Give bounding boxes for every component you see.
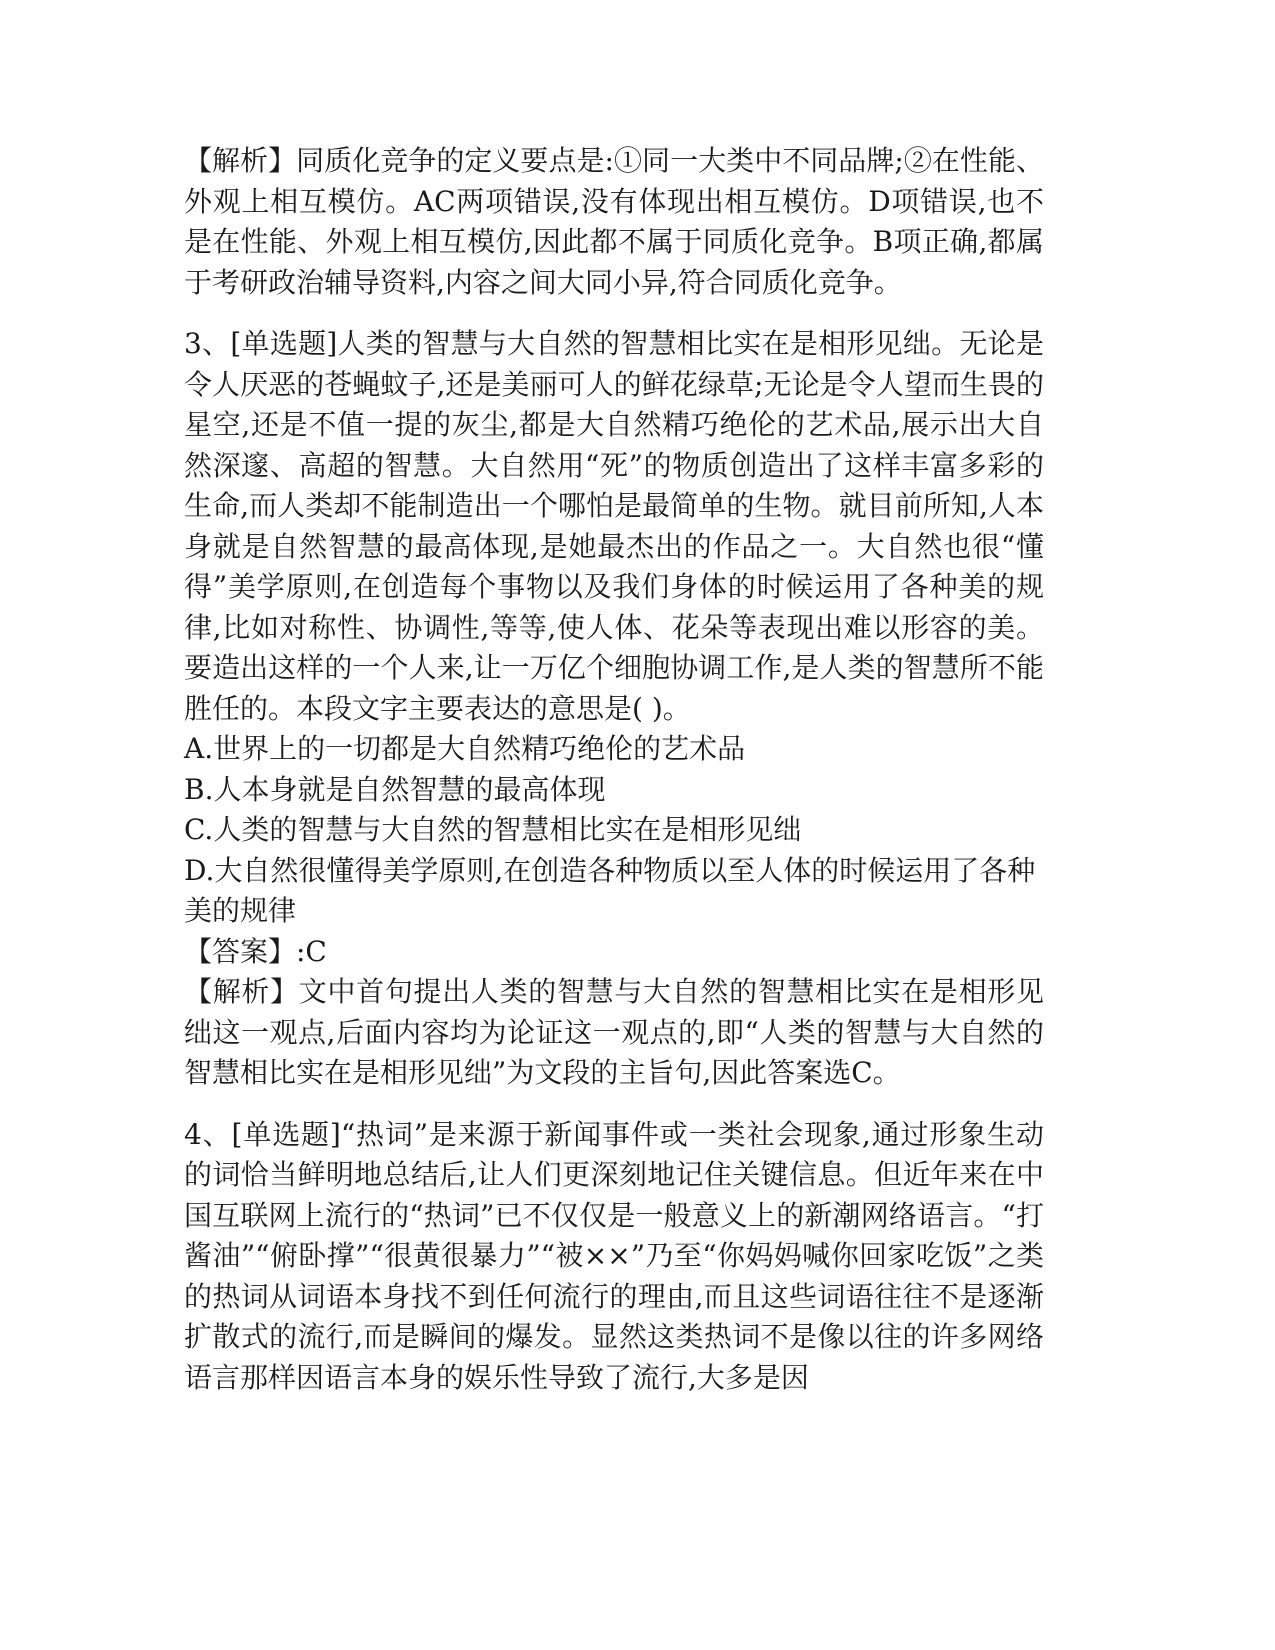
paragraph-gap: [184, 303, 1044, 324]
q3-option-b: B.人本身就是自然智慧的最高体现: [184, 772, 606, 806]
document-content: [184, 141, 1044, 1398]
q3-stem: 3、[单选题]人类的智慧与大自然的智慧相比实在是相形见绌。无论是令人厌恶的苍蝇蚊子,还是美丽可人的鲜花绿草;无论是令人望而生畏的星空,还是不值一提的灰尘,都是大自然精巧绝伦的艺术品,展示出大自然深邃、高超的智慧。大自然用“死”的物质创造出了这样丰富多彩的生命,而人类却不能制造出一个哪怕是最简单的生物。就目前所知,人本身就是自然智慧的最高体现,是她最杰出的作品之一。大自然也很“懂得”美学原则,在创造每个事物以及我们身体的时候运用了各种美的规律,比如对称性、协调性,等等,使人体、花朵等表现出难以形容的美。要造出这样的一个人来,让一万亿个细胞协调工作,是人类的智慧所不能胜任的。本段文字主要表达的意思是( )。: [184, 327, 1044, 725]
q2-analysis: 【解析】同质化竞争的定义要点是:①同一大类中不同品牌;②在性能、外观上相互模仿。AC两项错误,没有体现出相互模仿。D项错误,也不是在性能、外观上相互模仿,因此都不属于同质化竞争。B项正确,都属于考研政治辅导资料,内容之间大同小异,符合同质化竞争。: [184, 144, 1044, 299]
q3-answer: 【答案】:C: [184, 934, 327, 968]
q4-stem: 4、[单选题]“热词”是来源于新闻事件或一类社会现象,通过形象生动的词恰当鲜明地总结后,让人们更深刻地记住关键信息。但近年来在中国互联网上流行的“热词”已不仅仅是一般意义上的新潮网络语言。“打酱油”“俯卧撑”“很黄很暴力”“被××”乃至“你妈妈喊你回家吃饭”之类的热词从词语本身找不到任何流行的理由,而且这些词语往往不是逐渐扩散式的流行,而是瞬间的爆发。显然这类热词不是像以往的许多网络语言那样因语言本身的娱乐性导致了流行,大多是因: [184, 1117, 1044, 1394]
q3-option-c: C.人类的智慧与大自然的智慧相比实在是相形见绌: [184, 813, 802, 846]
q3-analysis: 【解析】文中首句提出人类的智慧与大自然的智慧相比实在是相形见绌这一观点,后面内容均为论证这一观点的,即“人类的智慧与大自然的智慧相比实在是相形见绌”为文段的主旨句,因此答案选C。: [184, 975, 1044, 1089]
q3-option-d: D.大自然很懂得美学原则,在创造各种物质以至人体的时候运用了各种美的规律: [184, 853, 1036, 927]
paragraph-gap: [184, 1094, 1044, 1115]
q3-option-a: A.世界上的一切都是大自然精巧绝伦的艺术品: [184, 732, 746, 765]
